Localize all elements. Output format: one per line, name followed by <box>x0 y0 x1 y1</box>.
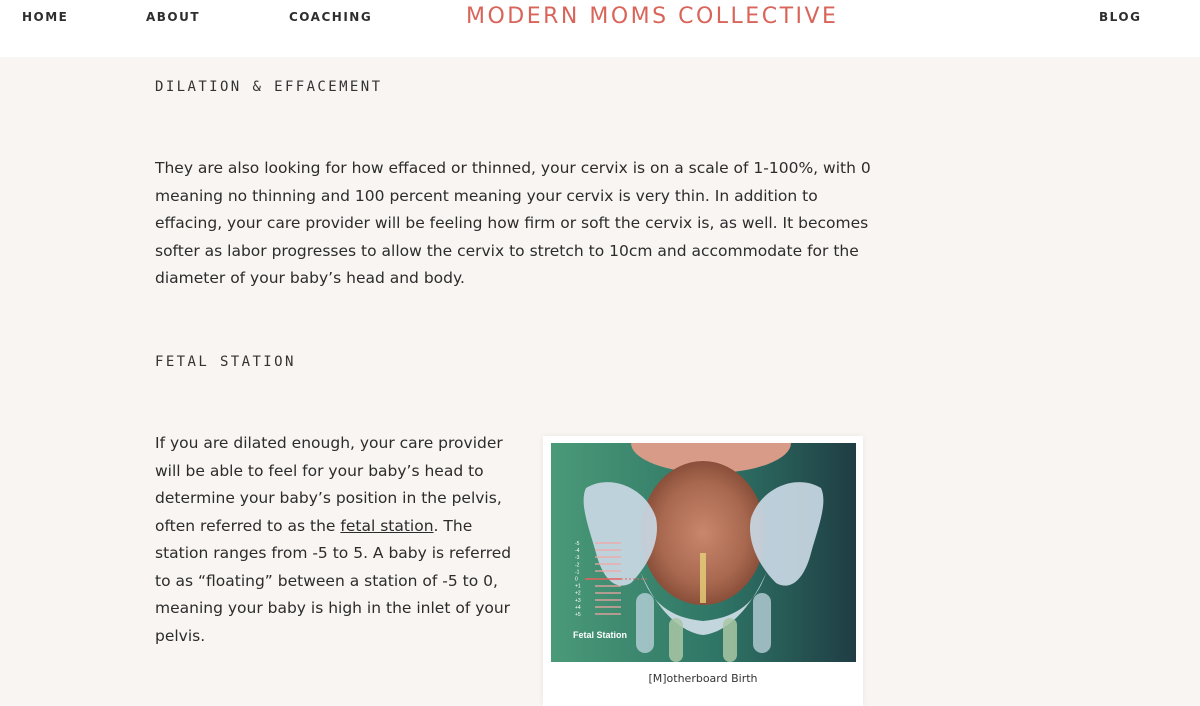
station-tick-label: +4 <box>575 604 581 611</box>
nav-home-link[interactable]: HOME <box>22 10 69 24</box>
station-tick-label: -2 <box>575 562 580 569</box>
station-tick-label: +1 <box>575 583 581 590</box>
fetal-station-paragraph <box>155 430 527 650</box>
station-tick-label: -1 <box>575 569 580 576</box>
fetal-station-illustration <box>551 443 856 662</box>
station-tick-label: +2 <box>575 590 581 597</box>
station-tick-label: -5 <box>575 541 580 547</box>
station-tick-label: 0 <box>575 576 578 583</box>
station-tick-label: +5 <box>575 612 581 618</box>
figure-caption: [M]otherboard Birth <box>648 672 758 685</box>
fetal-station-link[interactable]: fetal station <box>340 516 434 535</box>
nav-blog-link[interactable]: BLOG <box>1099 10 1142 24</box>
station-tick-label: -3 <box>575 555 580 562</box>
figure-label: Fetal Station <box>573 630 628 640</box>
fetal-text-before: If you are dilated enough, your care provider will be able to feel for your baby’s head to determine your baby’s position in the pelvis, often referred to as the <box>155 434 503 535</box>
brand-logo-link[interactable]: MODERN MOMS COLLECTIVE <box>466 4 839 29</box>
station-tick-label: -4 <box>575 548 580 555</box>
nav-coaching-link[interactable]: COACHING <box>289 10 373 24</box>
fetal-station-figure <box>543 436 863 706</box>
top-navigation <box>0 0 1200 57</box>
dilation-heading: DILATION & EFFACEMENT <box>155 79 383 95</box>
fetal-text-after: . The station ranges from -5 to 5. A baby is referred to as “floating” between a station of -5 to 0, meaning your baby is high in the inlet of your pelvis. <box>155 516 512 645</box>
station-tick-label: +3 <box>575 597 581 604</box>
nav-about-link[interactable]: ABOUT <box>146 10 201 24</box>
fetal-station-heading: FETAL STATION <box>155 354 296 370</box>
dilation-paragraph: They are also looking for how effaced or thinned, your cervix is on a scale of 1-100%, with 0 meaning no thinning and 100 percent meaning your cervix is very thin. In addition to effacing, your care provider will be feeling how firm or soft the cervix is, as well. It becomes softer as labor progresses to allow the cervix to stretch to 10cm and accommodate for the diameter of your baby’s head and body. <box>155 159 871 287</box>
